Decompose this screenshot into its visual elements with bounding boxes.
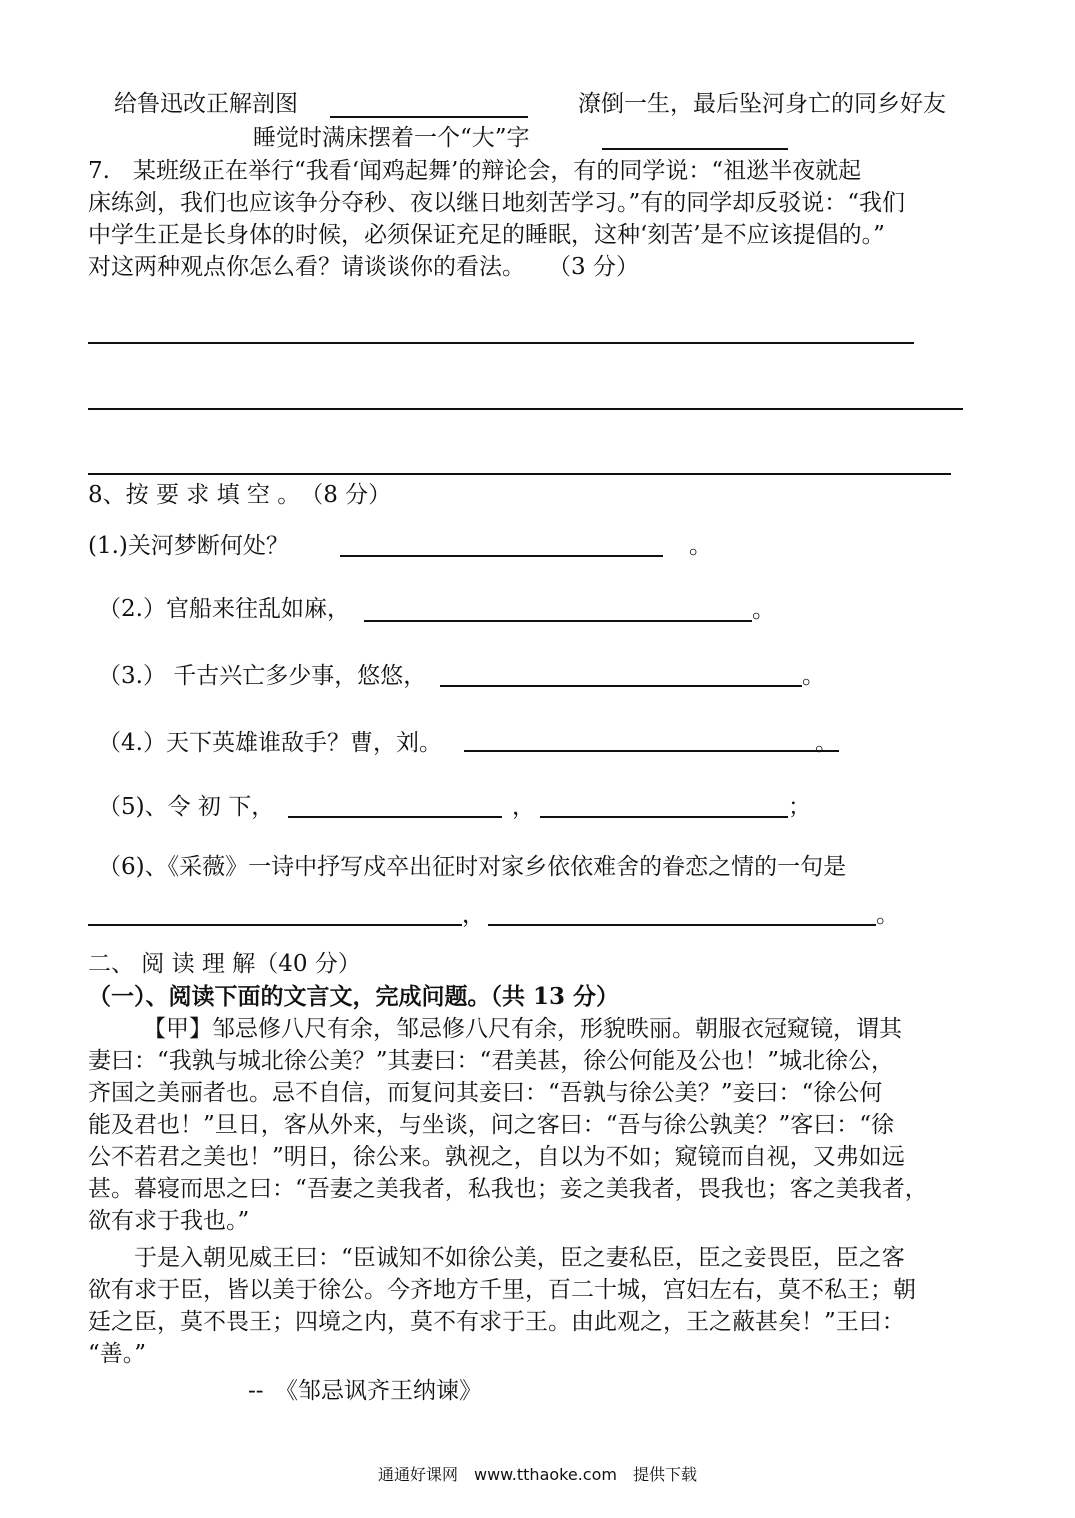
page-footer: 通通好课网 www.tthaoke.com 提供下载 [378,1465,697,1484]
q8-item-2: （2.）官船来往乱如麻， [98,596,350,622]
q7-line-2: 床练剑，我们也应该争分夺秒、夜以继日地刻苦学习。”有的同学却反驳说：“我们 [88,190,906,216]
match-item-2: 潦倒一生，最后坠河身亡的同乡好友 [578,91,946,117]
passage-line: 妻曰：“我孰与城北徐公美？”其妻曰：“君美甚，徐公何能及公也！”城北徐公， [88,1048,895,1074]
answer-line[interactable] [88,342,914,344]
passage-line: 公不若君之美也！”明日，徐公来。孰视之，自以为不如；窥镜而自视，又弗如远 [88,1144,905,1170]
answer-blank[interactable] [464,750,839,752]
passage-source: -- 《邹忌讽齐王纳谏》 [248,1378,483,1404]
answer-blank[interactable] [488,924,876,926]
answer-line[interactable] [88,473,951,475]
passage-line: 廷之臣，莫不畏王；四境之内，莫不有求于王。由此观之，王之蔽甚矣！”王曰： [88,1309,905,1335]
subsection-heading: （一）、阅读下面的文言文，完成问题。（共 13 分） [88,983,620,1010]
q8-item-6-end: 。 [876,902,899,928]
answer-blank[interactable] [288,816,502,818]
q8-item-6: （6)、《采薇》一诗中抒写戍卒出征时对家乡依依难舍的眷恋之情的一句是 [98,854,847,880]
q8-item-5-sep: ， [512,794,535,820]
q8-item-3: （3.） 千古兴亡多少事，悠悠， [98,663,427,689]
passage-line: 能及君也！”旦日，客从外来，与坐谈，问之客曰：“吾与徐公孰美？”客曰：“徐 [88,1112,895,1138]
q8-item-5-end: ； [788,794,811,820]
answer-blank[interactable] [330,116,528,118]
q8-item-1-end: 。 [689,533,712,559]
q8-item-6-sep: ， [462,902,485,928]
answer-blank[interactable] [602,148,788,150]
passage-line: 于是入朝见威王曰：“臣诚知不如徐公美，臣之妻私臣，臣之妾畏臣，臣之客 [134,1245,905,1271]
q8-item-5: （5)、令 初 下， [98,794,275,820]
match-item-1: 给鲁迅改正解剖图 [114,91,298,117]
passage-line: 甚。暮寝而思之曰：“吾妻之美我者，私我也；妾之美我者，畏我也；客之美我者， [88,1176,928,1202]
q8-heading: 8、按 要 求 填 空 。 （8 分） [88,482,392,508]
answer-blank[interactable] [364,620,752,622]
q8-item-4-end: 。 [815,730,838,756]
answer-blank[interactable] [340,555,663,557]
section-heading: 二、 阅 读 理 解（40 分） [88,951,361,977]
q7-line-3: 中学生正是长身体的时候，必须保证充足的睡眠，这种‘刻苦’是不应该提倡的。” [88,222,885,248]
q8-item-3-end: 。 [802,663,825,689]
q8-item-2-end: 。 [752,597,775,623]
match-item-3: 睡觉时满床摆着一个“大”字 [253,125,530,151]
answer-blank[interactable] [88,924,462,926]
q8-item-4: （4.）天下英雄谁敌手？曹，刘。 [98,730,442,756]
passage-line: 齐国之美丽者也。忌不自信，而复问其妾曰：“吾孰与徐公美？”妾曰：“徐公何 [88,1080,883,1106]
passage-line: “善。” [88,1341,147,1367]
q8-item-1: (1.)关河梦断何处？ [88,533,289,559]
passage-line: 【甲】邹忌修八尺有余，邹忌修八尺有余，形貌昳丽。朝服衣冠窥镜，谓其 [143,1016,902,1042]
answer-blank[interactable] [440,685,802,687]
passage-line: 欲有求于我也。” [88,1208,250,1234]
q7-line-4: 对这两种观点你怎么看？请谈谈你的看法。 （3 分） [88,254,639,280]
passage-line: 欲有求于臣，皆以美于徐公。今齐地方千里，百二十城，宫妇左右，莫不私王；朝 [88,1277,916,1303]
q7-line-1: 7. 某班级正在举行“我看‘闻鸡起舞’的辩论会，有的同学说：“祖逖半夜就起 [88,158,862,184]
answer-blank[interactable] [540,816,788,818]
answer-line[interactable] [88,408,963,410]
